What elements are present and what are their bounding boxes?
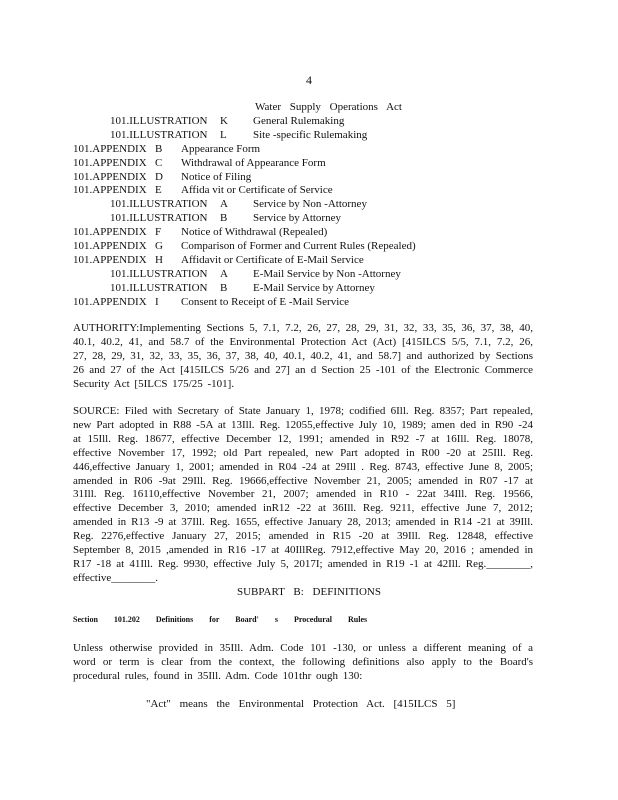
toc-letter: I bbox=[155, 295, 159, 308]
toc-label: 101.APPENDIX bbox=[73, 295, 147, 308]
source-paragraph: SOURCE: Filed with Secretary of State January 1, 1978; codified 6Ill. Reg. 8357; Part repealed, new Part adopted in R88 -5A at 13Ill. Reg. 12055,effective July 10, 1989; amen ded in R90 -24 at 15Ill. Reg. 18677, effective December 12, 1991; amended in R92 -7 at 16Ill. Reg. 18078, effective November 17, 1992; old Part repealed, new Part adopted in R00 -20 at 25Ill. Reg. 446,effective January 1, 2001; amended in R04 -24 at 29Ill . Reg. 8743, effective June 8, 2005; amended in R06 -9at 29Ill. Reg. 19666,effective November 21, 2005; amended in R07 -17 at 31Ill. Reg. 16110,effective November 21, 2007; amended in R10 - 22at 34Ill. Reg. 19566, effective December 3, 2010; amended inR12 -22 at 36Ill. Reg. 9211, effective June 7, 2012; amended in R13 -9 at 37Ill. Reg. 1655, effective January 28, 2013; amended in R14 -21 at 39Ill. Reg. 2276,effective January 27, 2015; amended in R15 -20 at 39Ill. Reg. 12848, effective September 8, 2015 ,amended in R16 -17 at 40IllReg. 7912,effective May 20, 2016 ; amended in R17 -18 at 41Ill. Reg. 9930, effective July 5, 2017I; amended in R19 -1 at 42Ill. Reg.________, effective________. bbox=[73, 405, 533, 584]
toc-label: 101.ILLUSTRATION bbox=[110, 198, 208, 211]
toc-label: 101.APPENDIX bbox=[73, 184, 147, 197]
toc-row bbox=[0, 143, 618, 157]
toc-letter: K bbox=[220, 115, 228, 127]
toc-row bbox=[0, 129, 618, 143]
toc-letter: B bbox=[155, 142, 163, 155]
toc-label: 101.APPENDIX bbox=[73, 226, 147, 239]
toc-entry-title: Affida vit or Certificate of Service bbox=[181, 184, 333, 197]
toc-entry-title: Service by Attorney bbox=[253, 212, 341, 225]
toc-label: 101.ILLUSTRATION bbox=[110, 281, 208, 294]
toc-entry-title: Comparison of Former and Current Rules (Repealed) bbox=[181, 240, 416, 253]
toc-letter: C bbox=[155, 156, 163, 169]
toc-letter: G bbox=[155, 240, 163, 253]
toc-letter: F bbox=[155, 226, 162, 239]
toc-label: 101.ILLUSTRATION bbox=[110, 128, 208, 141]
toc-label: 101.ILLUSTRATION bbox=[110, 115, 208, 127]
toc-row bbox=[0, 115, 618, 129]
toc-entry-title: E-Mail Service by Attorney bbox=[253, 281, 375, 294]
toc-label: 101.APPENDIX bbox=[73, 156, 147, 169]
toc-entry-title: General Rulemaking bbox=[253, 115, 345, 127]
authority-paragraph: AUTHORITY:Implementing Sections 5, 7.1, 7.2, 26, 27, 28, 29, 31, 32, 33, 35, 36, 37, 38, 40, 40.1, 40.2, 41, and 58.7 of the Environmental Protection Act (Act) [415ILCS 5/5, 7.1, 7.2, 26, 27, 28, 29, 31, 32, 33, 35, 36, 37, 38, 40, 40.1, 40.2, 41, and 58.7] and authorized by Sections 26 and 27 of the Act [415ILCS 5/26 and 27] an d Section 25 -101 of the Electronic Commerce Security Act [5ILCS 175/25 -101]. bbox=[73, 322, 533, 390]
toc-letter: A bbox=[220, 198, 228, 211]
toc-row bbox=[0, 226, 618, 240]
toc-entry-title: Consent to Receipt of E -Mail Service bbox=[181, 295, 350, 308]
toc-letter: L bbox=[220, 128, 227, 141]
toc-title: Water Supply Operations Act bbox=[255, 101, 402, 113]
toc-label: 101.APPENDIX bbox=[73, 253, 147, 266]
toc-row bbox=[0, 268, 618, 282]
toc-entry-title: Affidavit or Certificate of E-Mail Service bbox=[181, 253, 364, 266]
page-number: 4 bbox=[306, 73, 312, 87]
section-heading: Section 101.202 Definitions for Board' s Procedural Rules bbox=[73, 615, 368, 624]
toc-row bbox=[0, 212, 618, 226]
toc-entry-title: Withdrawal of Appearance Form bbox=[181, 156, 326, 169]
toc-label: 101.APPENDIX bbox=[73, 240, 147, 253]
toc-letter: H bbox=[155, 253, 163, 266]
toc-row bbox=[0, 157, 618, 171]
toc-entry-title: Notice of Filing bbox=[181, 170, 252, 183]
toc-entry-title: E-Mail Service by Non -Attorney bbox=[253, 267, 401, 280]
toc-letter: B bbox=[220, 281, 228, 294]
toc-row bbox=[0, 296, 618, 310]
toc-entry-title: Service by Non -Attorney bbox=[253, 198, 367, 211]
toc-row bbox=[0, 171, 618, 185]
toc-row bbox=[0, 282, 618, 296]
toc-letter: E bbox=[155, 184, 162, 197]
toc-letter: A bbox=[220, 267, 228, 280]
toc-label: 101.APPENDIX bbox=[73, 142, 147, 155]
toc-label: 101.ILLUSTRATION bbox=[110, 267, 208, 280]
toc-label: 101.ILLUSTRATION bbox=[110, 212, 208, 225]
toc-row bbox=[0, 184, 618, 198]
toc-row bbox=[0, 198, 618, 212]
toc-letter: B bbox=[220, 212, 228, 225]
definition-act: "Act" means the Environmental Protection Act. [415ILCS 5] bbox=[146, 698, 456, 710]
toc-entry-title: Site -specific Rulemaking bbox=[253, 128, 368, 141]
subpart-heading: SUBPART B: DEFINITIONS bbox=[237, 586, 381, 598]
toc-entry-title: Appearance Form bbox=[181, 142, 261, 155]
intro-paragraph: Unless otherwise provided in 35Ill. Adm. Code 101 -130, or unless a different meaning of a word or term is clear from the context, the following definitions also apply to the Board's procedural rules, found in 35Ill. Adm. Code 101thr ough 130: bbox=[73, 642, 533, 682]
table-of-contents bbox=[0, 115, 618, 309]
toc-row bbox=[0, 254, 618, 268]
toc-row bbox=[0, 240, 618, 254]
toc-letter: D bbox=[155, 170, 163, 183]
toc-entry-title: Notice of Withdrawal (Repealed) bbox=[181, 226, 328, 239]
toc-label: 101.APPENDIX bbox=[73, 170, 147, 183]
